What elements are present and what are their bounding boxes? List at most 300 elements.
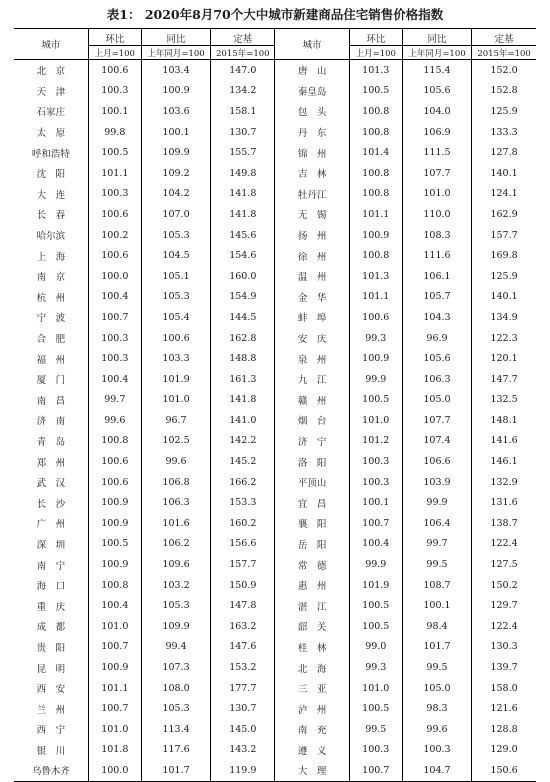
base-index: 132.5 [490,394,518,406]
city-name: 襄 阳 [275,513,349,534]
base-index: 122.3 [490,332,518,344]
yoy-index: 105.6 [402,348,471,369]
city-name: 常 德 [275,554,349,575]
table-row [14,266,536,287]
mom-index: 100.7 [349,760,402,781]
yoy-index: 99.9 [402,492,471,513]
mom-index: 100.5 [349,595,402,616]
base-index: 153.3 [211,492,275,513]
mom-index: 101.0 [88,719,141,740]
city-name: 太 原 [14,122,88,143]
city-name: 武 汉 [14,472,88,493]
city-name: 扬 州 [275,225,349,246]
table-row [14,390,536,411]
base-index: 142.2 [211,431,275,452]
city-name: 金 华 [275,287,349,308]
base-index: 177.7 [211,678,275,699]
mom-index: 99.3 [349,657,402,678]
table-row [14,678,536,699]
mom-index: 100.6 [88,451,141,472]
base-index: 121.6 [490,703,518,715]
table-row [14,760,536,781]
city-name: 大 理 [275,760,349,781]
yoy-index: 100.6 [141,328,210,349]
table-row [14,204,536,225]
mom-index: 100.7 [349,513,402,534]
yoy-index: 99.7 [402,534,471,555]
yoy-index: 98.4 [402,616,471,637]
city-name: 济 宁 [275,431,349,452]
yoy-index: 100.3 [402,740,471,761]
city-name: 南 京 [14,266,88,287]
city-name: 岳 阳 [275,534,349,555]
mom-index: 99.9 [349,554,402,575]
city-name: 泉 州 [275,348,349,369]
city-name: 唐 山 [275,60,349,81]
table-title: 表1： 2020年8月70个大中城市新建商品住宅销售价格指数 [106,7,444,22]
city-name: 乌鲁木齐 [14,760,88,781]
table-row [14,287,536,308]
mom-index: 101.1 [88,678,141,699]
header-base-right: 定基 [472,29,536,46]
mom-index: 100.9 [88,492,141,513]
city-name: 丹 东 [275,122,349,143]
city-name: 成 都 [14,616,88,637]
city-name: 哈尔滨 [14,225,88,246]
mom-index: 100.8 [349,101,402,122]
yoy-index: 105.3 [141,287,210,308]
base-index: 148.1 [490,414,518,426]
city-name: 长 春 [14,204,88,225]
city-name: 平顶山 [275,472,349,493]
base-index: 160.2 [211,513,275,534]
city-name: 海 口 [14,575,88,596]
mom-index: 100.3 [88,184,141,205]
yoy-index: 107.3 [141,657,210,678]
yoy-index: 105.3 [141,698,210,719]
mom-index: 99.7 [88,390,141,411]
yoy-index: 103.6 [141,101,210,122]
mom-index: 101.9 [349,575,402,596]
mom-index: 101.0 [349,678,402,699]
city-name: 昆 明 [14,657,88,678]
mom-index: 100.4 [349,534,402,555]
base-index: 141.6 [490,435,518,447]
yoy-index: 108.7 [402,575,471,596]
city-name: 西 安 [14,678,88,699]
base-index: 152.8 [490,85,518,97]
base-index: 146.1 [490,456,518,468]
mom-index: 99.8 [88,122,141,143]
city-name: 青 岛 [14,431,88,452]
yoy-index: 104.3 [402,307,471,328]
header-base-left: 定基 [211,29,275,46]
yoy-index: 107.0 [141,204,210,225]
yoy-index: 105.0 [402,678,471,699]
base-index: 154.6 [211,245,275,266]
yoy-index: 105.0 [402,390,471,411]
city-name: 赣 州 [275,390,349,411]
mom-index: 100.5 [349,81,402,102]
yoy-index: 96.9 [402,328,471,349]
base-index: 129.0 [490,744,518,756]
city-name: 惠 州 [275,575,349,596]
base-index: 132.9 [490,476,518,488]
mom-index: 100.9 [349,348,402,369]
yoy-index: 117.6 [141,740,210,761]
city-name: 北 海 [275,657,349,678]
yoy-index: 111.5 [402,142,471,163]
city-name: 牡丹江 [275,184,349,205]
mom-index: 100.9 [88,554,141,575]
yoy-index: 99.5 [402,554,471,575]
table-row [14,595,536,616]
city-name: 湛 江 [275,595,349,616]
city-name: 洛 阳 [275,451,349,472]
mom-index: 100.1 [349,492,402,513]
mom-index: 100.8 [349,122,402,143]
city-name: 福 州 [14,348,88,369]
base-index: 122.4 [490,620,518,632]
yoy-index: 104.7 [402,760,471,781]
base-index: 120.1 [490,353,518,365]
yoy-index: 105.7 [402,287,471,308]
yoy-index: 103.2 [141,575,210,596]
base-index: 130.7 [211,698,275,719]
base-index: 162.9 [490,208,518,220]
table-row [14,142,536,163]
yoy-index: 105.3 [141,595,210,616]
base-index: 147.7 [490,373,518,385]
mom-index: 100.5 [349,698,402,719]
mom-index: 100.6 [349,307,402,328]
base-index: 138.7 [490,517,518,529]
mom-index: 99.0 [349,637,402,658]
mom-index: 100.3 [349,451,402,472]
yoy-index: 106.8 [141,472,210,493]
yoy-index: 109.9 [141,142,210,163]
base-index: 156.6 [211,534,275,555]
mom-index: 100.6 [88,60,141,81]
mom-index: 101.1 [349,287,402,308]
base-index: 147.6 [211,637,275,658]
mom-index: 100.8 [349,184,402,205]
header-mom-left: 环比 [88,29,141,46]
table-row [14,472,536,493]
yoy-index: 99.6 [402,719,471,740]
table-row [14,369,536,390]
table-row [14,451,536,472]
mom-index: 100.7 [88,307,141,328]
city-name: 西 宁 [14,719,88,740]
base-index: 166.2 [211,472,275,493]
yoy-index: 101.0 [141,390,210,411]
table-row [14,225,536,246]
base-index: 155.7 [211,142,275,163]
mom-index: 100.6 [88,472,141,493]
mom-index: 100.4 [88,595,141,616]
city-name: 宜 昌 [275,492,349,513]
city-name: 合 肥 [14,328,88,349]
yoy-index: 104.5 [141,245,210,266]
base-index: 130.3 [490,641,518,653]
base-index: 147.0 [211,60,275,81]
base-index: 145.0 [211,719,275,740]
mom-index: 100.4 [88,287,141,308]
yoy-index: 100.1 [141,122,210,143]
mom-index: 100.1 [88,101,141,122]
base-index: 141.0 [211,410,275,431]
header-city-right: 城市 [275,29,349,60]
base-index: 141.8 [211,390,275,411]
yoy-index: 103.4 [141,60,210,81]
city-name: 温 州 [275,266,349,287]
table-row [14,122,536,143]
yoy-index: 101.7 [141,760,210,781]
mom-index: 100.9 [349,225,402,246]
mom-index: 101.1 [349,204,402,225]
base-index: 160.0 [211,266,275,287]
yoy-index: 111.6 [402,245,471,266]
city-name: 徐 州 [275,245,349,266]
city-name: 贵 阳 [14,637,88,658]
city-name: 烟 台 [275,410,349,431]
mom-index: 100.3 [88,348,141,369]
yoy-index: 109.9 [141,616,210,637]
mom-index: 101.0 [88,616,141,637]
subheader-base-right: 2015年=100 [472,46,536,60]
table-row [14,698,536,719]
yoy-index: 104.2 [141,184,210,205]
yoy-index: 106.4 [402,513,471,534]
base-index: 154.9 [211,287,275,308]
base-index: 140.1 [490,291,518,303]
table-row [14,740,536,761]
yoy-index: 103.3 [141,348,210,369]
yoy-index: 105.6 [402,81,471,102]
yoy-index: 101.9 [141,369,210,390]
header-mom-right: 环比 [349,29,402,46]
base-index: 131.6 [490,497,518,509]
mom-index: 99.9 [349,369,402,390]
city-name: 锦 州 [275,142,349,163]
base-index: 158.1 [211,101,275,122]
base-index: 128.8 [490,723,518,735]
yoy-index: 99.6 [141,451,210,472]
subheader-mom-right: 上月=100 [349,46,402,60]
base-index: 153.2 [211,657,275,678]
yoy-index: 107.7 [402,410,471,431]
city-name: 厦 门 [14,369,88,390]
base-index: 125.9 [490,270,518,282]
mom-index: 100.9 [88,657,141,678]
base-index: 141.8 [211,184,275,205]
subheader-yoy-left: 上年同月=100 [141,46,210,60]
header-city-left: 城市 [14,29,88,60]
header-yoy-left: 同比 [141,29,210,46]
base-index: 141.8 [211,204,275,225]
city-name: 石家庄 [14,101,88,122]
yoy-index: 108.3 [402,225,471,246]
mom-index: 101.4 [349,142,402,163]
base-index: 169.8 [490,250,518,262]
yoy-index: 104.0 [402,101,471,122]
city-name: 安 庆 [275,328,349,349]
yoy-index: 109.6 [141,554,210,575]
base-index: 157.7 [490,229,518,241]
yoy-index: 106.2 [141,534,210,555]
yoy-index: 105.3 [141,225,210,246]
city-name: 北 京 [14,60,88,81]
mom-index: 101.1 [88,163,141,184]
table-row [14,575,536,596]
city-name: 吉 林 [275,163,349,184]
base-index: 119.9 [211,760,275,781]
city-name: 南 充 [275,719,349,740]
mom-index: 100.8 [349,163,402,184]
yoy-index: 102.5 [141,431,210,452]
table-row [14,184,536,205]
city-name: 桂 林 [275,637,349,658]
base-index: 145.2 [211,451,275,472]
base-index: 134.9 [490,311,518,323]
city-name: 韶 关 [275,616,349,637]
mom-index: 100.6 [88,204,141,225]
city-name: 秦皇岛 [275,81,349,102]
city-name: 蚌 埠 [275,307,349,328]
table-row [14,101,536,122]
yoy-index: 100.1 [402,595,471,616]
city-name: 杭 州 [14,287,88,308]
yoy-index: 105.1 [141,266,210,287]
base-index: 150.6 [472,760,536,781]
base-index: 150.9 [211,575,275,596]
subheader-base-left: 2015年=100 [211,46,275,60]
base-index: 129.7 [490,600,518,612]
base-index: 122.4 [490,538,518,550]
mom-index: 100.5 [349,390,402,411]
mom-index: 101.3 [349,266,402,287]
yoy-index: 106.1 [402,266,471,287]
base-index: 125.9 [490,105,518,117]
base-index: 127.5 [490,559,518,571]
city-name: 无 锡 [275,204,349,225]
mom-index: 99.5 [349,719,402,740]
city-name: 九 江 [275,369,349,390]
yoy-index: 101.7 [402,637,471,658]
city-name: 银 川 [14,740,88,761]
table-row [14,554,536,575]
yoy-index: 101.6 [141,513,210,534]
base-index: 133.3 [490,126,518,138]
mom-index: 100.7 [88,698,141,719]
mom-index: 100.0 [88,266,141,287]
base-index: 139.7 [490,662,518,674]
base-index: 157.7 [211,554,275,575]
mom-index: 100.8 [88,575,141,596]
table-row [14,513,536,534]
yoy-index: 108.0 [141,678,210,699]
city-name: 济 南 [14,410,88,431]
table-row [14,60,536,81]
yoy-index: 110.0 [402,204,471,225]
table-row [14,328,536,349]
table-row [14,719,536,740]
table-row [14,637,536,658]
base-index: 148.8 [211,348,275,369]
yoy-index: 100.9 [141,81,210,102]
city-name: 南 昌 [14,390,88,411]
mom-index: 100.3 [349,740,402,761]
mom-index: 100.8 [88,431,141,452]
header-yoy-right: 同比 [402,29,471,46]
city-name: 泸 州 [275,698,349,719]
city-name: 南 宁 [14,554,88,575]
yoy-index: 106.6 [402,451,471,472]
mom-index: 101.8 [88,740,141,761]
subheader-yoy-right: 上年同月=100 [402,46,471,60]
table-row [14,81,536,102]
mom-index: 100.9 [88,513,141,534]
mom-index: 100.3 [88,328,141,349]
city-name: 包 头 [275,101,349,122]
base-index: 124.1 [490,188,518,200]
yoy-index: 105.4 [141,307,210,328]
table-row [14,307,536,328]
base-index: 144.5 [211,307,275,328]
city-name: 三 亚 [275,678,349,699]
base-index: 149.8 [211,163,275,184]
base-index: 163.2 [211,616,275,637]
city-name: 天 津 [14,81,88,102]
city-name: 宁 波 [14,307,88,328]
yoy-index: 103.9 [402,472,471,493]
base-index: 143.2 [211,740,275,761]
mom-index: 100.5 [349,616,402,637]
table-row [14,163,536,184]
mom-index: 101.2 [349,431,402,452]
yoy-index: 106.3 [141,492,210,513]
table-row [14,534,536,555]
city-name: 长 沙 [14,492,88,513]
base-index: 127.8 [490,147,518,159]
price-index-table [14,28,536,782]
table-row [14,616,536,637]
yoy-index: 106.3 [402,369,471,390]
subheader-mom-left: 上月=100 [88,46,141,60]
base-index: 152.0 [490,64,518,76]
base-index: 130.7 [211,122,275,143]
table-row [14,410,536,431]
mom-index: 99.6 [88,410,141,431]
base-index: 140.1 [490,167,518,179]
yoy-index: 106.9 [402,122,471,143]
city-name: 呼和浩特 [14,142,88,163]
base-index: 134.2 [211,81,275,102]
base-index: 162.8 [211,328,275,349]
yoy-index: 113.4 [141,719,210,740]
yoy-index: 107.4 [402,431,471,452]
base-index: 161.3 [211,369,275,390]
mom-index: 100.6 [88,245,141,266]
mom-index: 100.3 [88,81,141,102]
table-row [14,245,536,266]
mom-index: 100.2 [88,225,141,246]
mom-index: 100.5 [88,142,141,163]
yoy-index: 115.4 [402,60,471,81]
base-index: 150.2 [490,579,518,591]
yoy-index: 109.2 [141,163,210,184]
